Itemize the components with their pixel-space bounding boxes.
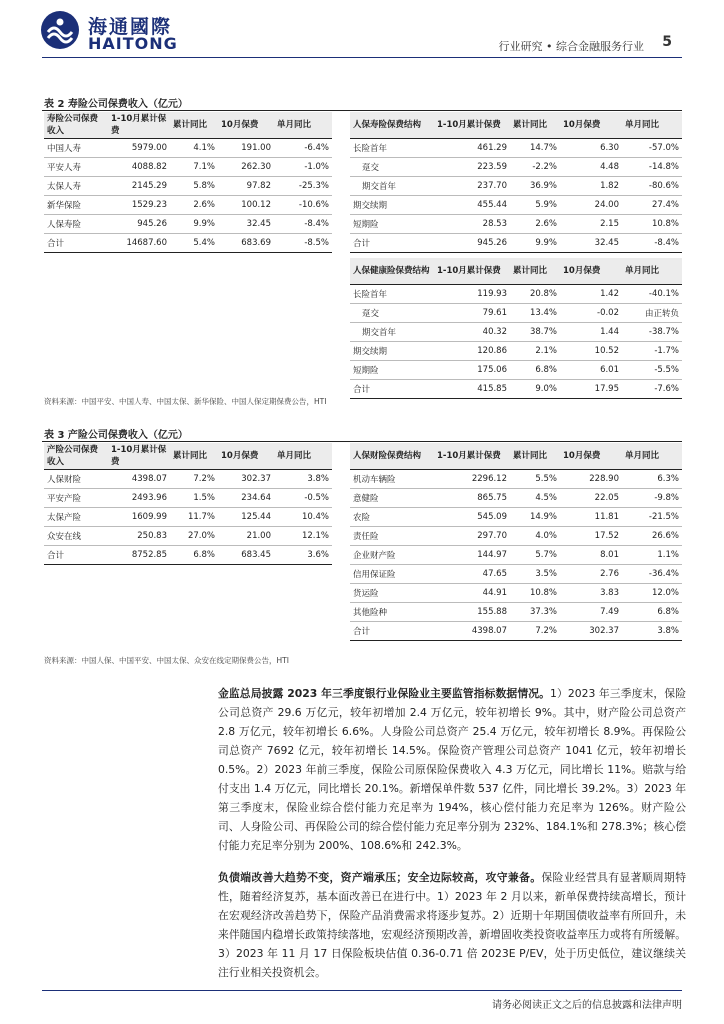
column-header: 人保财险保费结构 xyxy=(350,443,434,470)
table2-top-rule xyxy=(42,110,682,111)
table-row xyxy=(350,196,682,215)
table-cell: 5.7% xyxy=(510,546,560,565)
table-cell: 3.8% xyxy=(622,622,682,641)
table-row xyxy=(350,234,682,253)
row-label: 趸交 xyxy=(350,304,434,323)
table-cell: 5979.00 xyxy=(108,139,170,158)
table-cell: 6.8% xyxy=(622,603,682,622)
table3-left-pc-premium xyxy=(44,443,332,565)
paragraph2-lead: 负债端改善大趋势不变，资产端承压；安全边际较高，攻守兼备。 xyxy=(218,871,542,884)
paragraph-regulatory-data xyxy=(218,684,686,855)
table-cell: 22.05 xyxy=(560,489,622,508)
table-row xyxy=(350,342,682,361)
column-header: 累计同比 xyxy=(510,258,560,285)
table-row xyxy=(44,489,332,508)
footer-divider xyxy=(42,990,682,991)
table-cell: 7.2% xyxy=(510,622,560,641)
table-row xyxy=(350,215,682,234)
row-label: 合计 xyxy=(44,546,108,565)
table-cell: -10.6% xyxy=(274,196,332,215)
row-label: 平安产险 xyxy=(44,489,108,508)
table-cell: -8.4% xyxy=(274,215,332,234)
column-header: 1-10月累计保费 xyxy=(434,258,510,285)
row-label: 趸交 xyxy=(350,158,434,177)
row-label: 合计 xyxy=(350,234,434,253)
table-cell: 237.70 xyxy=(434,177,510,196)
table-row xyxy=(350,546,682,565)
table-row xyxy=(350,565,682,584)
table-row xyxy=(350,304,682,323)
table-cell: 302.37 xyxy=(218,470,274,489)
table-cell: 945.26 xyxy=(108,215,170,234)
table-cell: 4398.07 xyxy=(108,470,170,489)
column-header: 单月同比 xyxy=(622,112,682,139)
table-header-row xyxy=(44,443,332,470)
table-row xyxy=(350,380,682,399)
row-label: 长险首年 xyxy=(350,139,434,158)
column-header: 1-10月累计保费 xyxy=(434,443,510,470)
table2-source: 资料来源：中国平安、中国人寿、中国太保、新华保险、中国人保定期保费公告，HTI xyxy=(44,397,327,406)
table-row xyxy=(350,177,682,196)
paragraph1-lead: 金监总局披露 2023 年三季度银行业保险业主要监管指标数据情况。 xyxy=(218,687,551,700)
table-cell: 683.69 xyxy=(218,234,274,253)
table-cell: -6.4% xyxy=(274,139,332,158)
table-cell: 1529.23 xyxy=(108,196,170,215)
row-label: 机动车辆险 xyxy=(350,470,434,489)
table-cell: -2.2% xyxy=(510,158,560,177)
table-cell: 24.00 xyxy=(560,196,622,215)
table-row xyxy=(44,234,332,253)
table-cell: 4398.07 xyxy=(434,622,510,641)
table-cell: 12.0% xyxy=(622,584,682,603)
table-cell: 2.6% xyxy=(170,196,218,215)
paragraph-outlook xyxy=(218,868,686,982)
table-cell: -21.5% xyxy=(622,508,682,527)
table-row xyxy=(350,361,682,380)
column-header: 1-10月累计保费 xyxy=(108,112,170,139)
table-row xyxy=(350,470,682,489)
table-cell: 11.81 xyxy=(560,508,622,527)
column-header: 10月保费 xyxy=(218,112,274,139)
table-cell: 7.49 xyxy=(560,603,622,622)
table-cell: 44.91 xyxy=(434,584,510,603)
table-cell: 865.75 xyxy=(434,489,510,508)
table-cell: 36.9% xyxy=(510,177,560,196)
table-cell: 9.9% xyxy=(170,215,218,234)
table-row xyxy=(44,158,332,177)
table-cell: 26.6% xyxy=(622,527,682,546)
table-cell: 125.44 xyxy=(218,508,274,527)
table-cell: 21.00 xyxy=(218,527,274,546)
table-cell: 9.9% xyxy=(510,234,560,253)
table-row xyxy=(350,603,682,622)
table-cell: 3.6% xyxy=(274,546,332,565)
table-cell: 10.8% xyxy=(622,215,682,234)
column-header: 1-10月累计保费 xyxy=(434,112,510,139)
table-cell: 1.1% xyxy=(622,546,682,565)
table2-right-picc-life-structure xyxy=(350,112,682,253)
table-row xyxy=(350,527,682,546)
page-number: 5 xyxy=(662,34,672,50)
row-label: 责任险 xyxy=(350,527,434,546)
table-row xyxy=(44,508,332,527)
table-cell: 302.37 xyxy=(560,622,622,641)
column-header: 单月同比 xyxy=(274,443,332,470)
table-cell: 10.4% xyxy=(274,508,332,527)
header-category: 行业研究 • 综合金融服务行业 xyxy=(498,40,644,53)
column-header: 单月同比 xyxy=(622,258,682,285)
table-cell: 6.30 xyxy=(560,139,622,158)
table-cell: 40.32 xyxy=(434,323,510,342)
logo-english-name: HAITONG xyxy=(88,34,178,53)
table-cell: -1.0% xyxy=(274,158,332,177)
column-header: 产险公司保费收入 xyxy=(44,443,108,470)
column-header: 累计同比 xyxy=(170,443,218,470)
table-cell: 2296.12 xyxy=(434,470,510,489)
table-cell: 234.64 xyxy=(218,489,274,508)
row-label: 合计 xyxy=(44,234,108,253)
table-header-row xyxy=(44,112,332,139)
table-cell: 415.85 xyxy=(434,380,510,399)
table-cell: -40.1% xyxy=(622,285,682,304)
column-header: 累计同比 xyxy=(510,112,560,139)
column-header: 10月保费 xyxy=(560,258,622,285)
table-cell: 17.95 xyxy=(560,380,622,399)
table-cell: -36.4% xyxy=(622,565,682,584)
haitong-logo-icon xyxy=(40,10,80,50)
table-cell: -38.7% xyxy=(622,323,682,342)
table-cell: 6.3% xyxy=(622,470,682,489)
table-cell: -9.8% xyxy=(622,489,682,508)
row-label: 农险 xyxy=(350,508,434,527)
table-cell: 28.53 xyxy=(434,215,510,234)
row-label: 货运险 xyxy=(350,584,434,603)
row-label: 期交续期 xyxy=(350,342,434,361)
table-cell: 8.01 xyxy=(560,546,622,565)
table-cell: 1609.99 xyxy=(108,508,170,527)
table-cell: 2.1% xyxy=(510,342,560,361)
table-row xyxy=(44,139,332,158)
table-cell: 120.86 xyxy=(434,342,510,361)
table-cell: -1.7% xyxy=(622,342,682,361)
table-row xyxy=(350,584,682,603)
table-cell: 38.7% xyxy=(510,323,560,342)
table2-left-life-premium xyxy=(44,112,332,253)
table-cell: 7.2% xyxy=(170,470,218,489)
row-label: 平安人寿 xyxy=(44,158,108,177)
row-label: 人保寿险 xyxy=(44,215,108,234)
table-row xyxy=(350,139,682,158)
table-cell: 14.7% xyxy=(510,139,560,158)
table-cell: 4.48 xyxy=(560,158,622,177)
table-cell: 6.01 xyxy=(560,361,622,380)
column-header: 单月同比 xyxy=(274,112,332,139)
header-divider xyxy=(42,57,682,58)
column-header: 人保健康险保费结构 xyxy=(350,258,434,285)
row-label: 中国人寿 xyxy=(44,139,108,158)
column-header: 单月同比 xyxy=(622,443,682,470)
table-cell: -0.5% xyxy=(274,489,332,508)
row-label: 太保产险 xyxy=(44,508,108,527)
table-cell: 14687.60 xyxy=(108,234,170,253)
column-header: 累计同比 xyxy=(170,112,218,139)
table-cell: 223.59 xyxy=(434,158,510,177)
column-header: 1-10月累计保费 xyxy=(108,443,170,470)
logo-chinese-name: 海通國際 xyxy=(88,16,173,38)
table-cell: 455.44 xyxy=(434,196,510,215)
table-cell: 297.70 xyxy=(434,527,510,546)
row-label: 企业财产险 xyxy=(350,546,434,565)
table-cell: 191.00 xyxy=(218,139,274,158)
table-cell: -8.5% xyxy=(274,234,332,253)
table-cell: -7.6% xyxy=(622,380,682,399)
table-row xyxy=(44,196,332,215)
table-cell: -8.4% xyxy=(622,234,682,253)
table-cell: 2493.96 xyxy=(108,489,170,508)
column-header: 10月保费 xyxy=(560,443,622,470)
table-cell: 1.42 xyxy=(560,285,622,304)
table-header-row xyxy=(350,258,682,285)
table-cell: 4.0% xyxy=(510,527,560,546)
row-label: 长险首年 xyxy=(350,285,434,304)
table-row xyxy=(44,546,332,565)
table3-source: 资料来源：中国人保、中国平安、中国太保、众安在线定期保费公告，HTI xyxy=(44,656,289,665)
table-cell: 4088.82 xyxy=(108,158,170,177)
column-header: 10月保费 xyxy=(560,112,622,139)
table-row xyxy=(350,158,682,177)
footer-disclaimer: 请务必阅读正文之后的信息披露和法律声明 xyxy=(492,1000,682,1011)
table-cell: 6.8% xyxy=(510,361,560,380)
table-cell: 8752.85 xyxy=(108,546,170,565)
row-label: 期交首年 xyxy=(350,323,434,342)
table-cell: 5.4% xyxy=(170,234,218,253)
row-label: 合计 xyxy=(350,622,434,641)
table-cell: 32.45 xyxy=(218,215,274,234)
row-label: 太保人寿 xyxy=(44,177,108,196)
table-cell: 17.52 xyxy=(560,527,622,546)
table-cell: 683.45 xyxy=(218,546,274,565)
table-cell: 100.12 xyxy=(218,196,274,215)
table-cell: 3.83 xyxy=(560,584,622,603)
table-cell: 10.52 xyxy=(560,342,622,361)
row-label: 短期险 xyxy=(350,361,434,380)
table-header-row xyxy=(350,112,682,139)
table-cell: 144.97 xyxy=(434,546,510,565)
table-cell: 9.0% xyxy=(510,380,560,399)
table2-right-picc-health-structure xyxy=(350,258,682,399)
table-row xyxy=(350,622,682,641)
table-cell: 945.26 xyxy=(434,234,510,253)
row-label: 短期险 xyxy=(350,215,434,234)
table-cell: 2.15 xyxy=(560,215,622,234)
table-cell: 27.0% xyxy=(170,527,218,546)
table3-right-picc-pc-structure xyxy=(350,443,682,641)
row-label: 其他险种 xyxy=(350,603,434,622)
table-cell: 5.8% xyxy=(170,177,218,196)
table-row xyxy=(350,323,682,342)
table-cell: 10.8% xyxy=(510,584,560,603)
table-cell: 20.8% xyxy=(510,285,560,304)
row-label: 人保财险 xyxy=(44,470,108,489)
table-cell: 11.7% xyxy=(170,508,218,527)
row-label: 众安在线 xyxy=(44,527,108,546)
column-header: 人保寿险保费结构 xyxy=(350,112,434,139)
table-cell: 由正转负 xyxy=(622,304,682,323)
column-header: 寿险公司保费收入 xyxy=(44,112,108,139)
table3-title: 表 3 产险公司保费收入（亿元） xyxy=(44,430,188,441)
table-row xyxy=(44,177,332,196)
table-cell: 3.5% xyxy=(510,565,560,584)
table-cell: 47.65 xyxy=(434,565,510,584)
table-cell: 12.1% xyxy=(274,527,332,546)
column-header: 10月保费 xyxy=(218,443,274,470)
table-cell: 262.30 xyxy=(218,158,274,177)
table3-top-rule xyxy=(42,441,682,442)
paragraph1-body: 1）2023 年三季度末，保险公司总资产 29.6 万亿元，较年初增加 2.4 万亿元，较年初增长 9%。其中，财产险公司总资产 2.8 万亿元，较年初增长 6.6%。人身险公司总资产 25.4 万亿元，较年初增长 8.9%。再保险公司总资产 7692 亿元，较年初增长 14.5%。保险资产管理公司总资产 1041 亿元，较年初增长 0.5%。2）2023 年前三季度，保险公司原保险保费收入 4.3 万亿元，同比增长 11%。赔款与给付支出 1.4 万亿元，同比增长 20.1%。新增保单件数 537 亿件，同比增长 39.2%。3）2023 年第三季度末，保险业综合偿付能力充足率为 194%，核心偿付能力充足率为 126%。财产险公司、人身险公司、再保险公司的综合偿付能力充足率分别为 232%、184.1%和 278.3%；核心偿付能力充足率分别为 200%、108.6%和 242.3%。 xyxy=(218,687,686,852)
table-cell: 461.29 xyxy=(434,139,510,158)
table-cell: 1.5% xyxy=(170,489,218,508)
table-cell: -80.6% xyxy=(622,177,682,196)
table-row xyxy=(350,508,682,527)
table-cell: 3.8% xyxy=(274,470,332,489)
table-cell: -25.3% xyxy=(274,177,332,196)
table-row xyxy=(350,285,682,304)
table-row xyxy=(44,527,332,546)
table-row xyxy=(44,215,332,234)
table-cell: 175.06 xyxy=(434,361,510,380)
table-cell: 250.83 xyxy=(108,527,170,546)
table-cell: 1.44 xyxy=(560,323,622,342)
table-cell: 2.6% xyxy=(510,215,560,234)
table-cell: -57.0% xyxy=(622,139,682,158)
table-cell: 2.76 xyxy=(560,565,622,584)
table-cell: 97.82 xyxy=(218,177,274,196)
table-cell: 79.61 xyxy=(434,304,510,323)
table-cell: 155.88 xyxy=(434,603,510,622)
table-cell: 14.9% xyxy=(510,508,560,527)
table-cell: -5.5% xyxy=(622,361,682,380)
table-cell: 5.9% xyxy=(510,196,560,215)
row-label: 信用保证险 xyxy=(350,565,434,584)
table-cell: 1.82 xyxy=(560,177,622,196)
table-cell: -0.02 xyxy=(560,304,622,323)
paragraph2-body: 保险业经营具有显著顺周期特性，随着经济复苏，基本面改善已在进行中。1）2023 年 2 月以来，新单保费持续高增长，预计在宏观经济改善趋势下，保险产品消费需求将逐步复苏。2）近期十年期国债收益率有所回升，未来伴随国内稳增长政策持续落地，宏观经济预期改善，新增固收类投资收益率压力或将有所缓解。3）2023 年 11 月 17 日保险板块估值 0.36-0.71 倍 2023E P/EV，处于历史低位，建议继续关注行业相关投资机会。 xyxy=(218,871,687,979)
row-label: 合计 xyxy=(350,380,434,399)
table-cell: 32.45 xyxy=(560,234,622,253)
table-cell: 4.1% xyxy=(170,139,218,158)
table-cell: 7.1% xyxy=(170,158,218,177)
table-cell: 5.5% xyxy=(510,470,560,489)
table-row xyxy=(44,470,332,489)
row-label: 期交首年 xyxy=(350,177,434,196)
table-cell: 13.4% xyxy=(510,304,560,323)
table-cell: 119.93 xyxy=(434,285,510,304)
table-cell: 27.4% xyxy=(622,196,682,215)
table-cell: 6.8% xyxy=(170,546,218,565)
row-label: 意健险 xyxy=(350,489,434,508)
row-label: 新华保险 xyxy=(44,196,108,215)
column-header: 累计同比 xyxy=(510,443,560,470)
table-cell: 2145.29 xyxy=(108,177,170,196)
table2-title: 表 2 寿险公司保费收入（亿元） xyxy=(44,99,188,110)
table-cell: 228.90 xyxy=(560,470,622,489)
table-cell: 545.09 xyxy=(434,508,510,527)
table-row xyxy=(350,489,682,508)
row-label: 期交续期 xyxy=(350,196,434,215)
table-cell: -14.8% xyxy=(622,158,682,177)
table-cell: 37.3% xyxy=(510,603,560,622)
table-cell: 4.5% xyxy=(510,489,560,508)
table-header-row xyxy=(350,443,682,470)
